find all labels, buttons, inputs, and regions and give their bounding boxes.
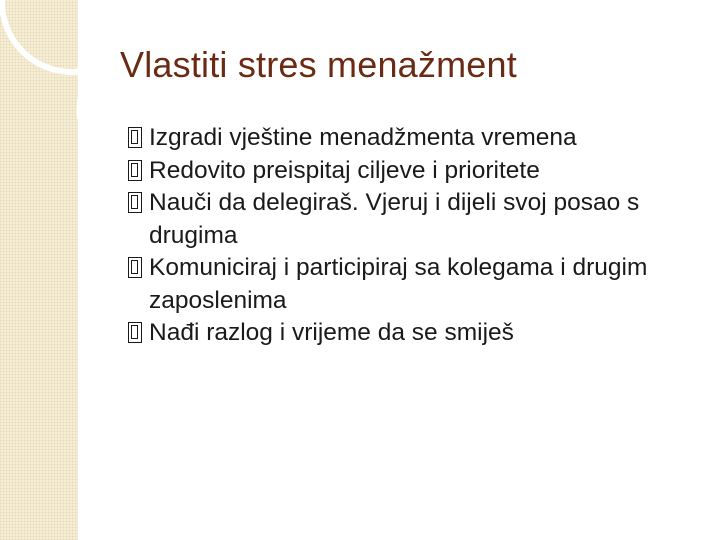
square-bullet-icon [128, 192, 142, 213]
square-bullet-icon [128, 322, 142, 343]
slide-title: Vlastiti stres menažment [120, 44, 517, 85]
bullet-item [128, 252, 713, 317]
square-bullet-icon [128, 127, 142, 148]
bullet-text: Komuniciraj i participiraj sa kolegama i drugim zaposlenima [149, 254, 648, 314]
square-bullet-icon [128, 160, 142, 181]
bullet-list [128, 122, 713, 350]
bullet-item [128, 122, 713, 155]
square-bullet-icon [128, 257, 142, 278]
bullet-text: Izgradi vještine menadžmenta vremena [149, 124, 577, 151]
bullet-item [128, 187, 713, 252]
bullet-text: Redovito preispitaj ciljeve i prioritete [149, 156, 540, 184]
bullet-text: Nauči da delegiraš. Vjeruj i dijeli svoj posao s drugima [149, 189, 640, 249]
bullet-text: Nađi razlog i vrijeme da se smiješ [149, 319, 514, 346]
bullet-item [128, 317, 713, 350]
bullet-item [128, 155, 713, 188]
